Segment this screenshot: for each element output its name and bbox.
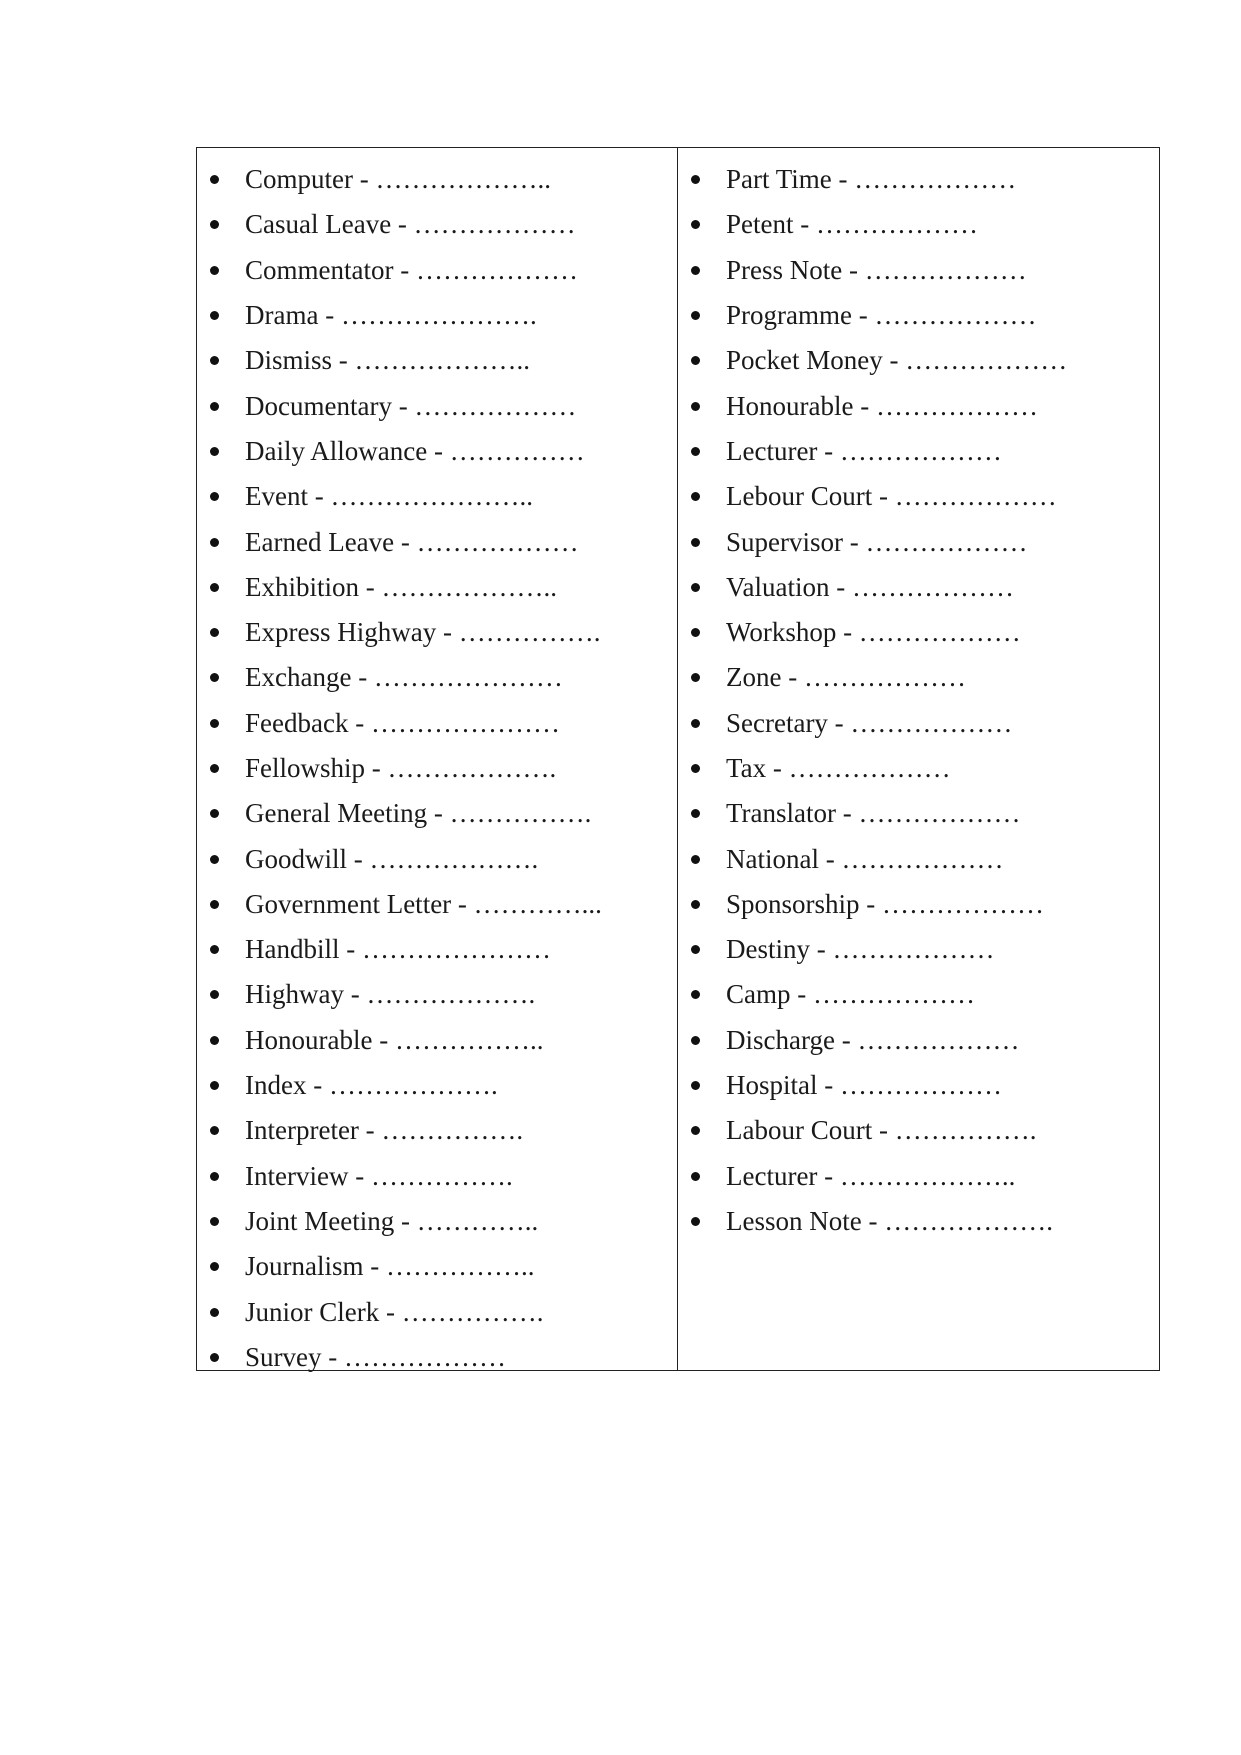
list-item <box>197 1108 677 1153</box>
list-item <box>678 1108 1159 1153</box>
entry-text: Joint Meeting - ………….. <box>245 1205 539 1236</box>
entry-text: National - ……………… <box>726 843 1004 874</box>
list-item <box>678 1154 1159 1199</box>
list-item <box>197 1154 677 1199</box>
bullet-icon <box>210 538 219 547</box>
list-item <box>197 972 677 1017</box>
bullet-icon <box>691 356 700 365</box>
entry-text: Labour Court - ……………. <box>726 1115 1037 1146</box>
entry-text: Survey - ……………… <box>245 1341 506 1372</box>
bullet-icon <box>691 900 700 909</box>
list-item <box>197 1018 677 1063</box>
list-item <box>197 836 677 881</box>
bullet-icon <box>210 1172 219 1181</box>
list-item <box>197 429 677 474</box>
bullet-icon <box>691 311 700 320</box>
list-item <box>197 338 677 383</box>
list-item <box>197 519 677 564</box>
entry-text: Lecturer - ……………….. <box>726 1160 1016 1191</box>
bullet-icon <box>691 266 700 275</box>
bullet-icon <box>691 1081 700 1090</box>
entry-text: Fellowship - ………………. <box>245 753 557 783</box>
list-item <box>678 746 1159 791</box>
bullet-icon <box>691 990 700 999</box>
entry-text: Lecturer - ……………… <box>726 435 1002 466</box>
bullet-icon <box>210 1353 219 1362</box>
bullet-icon <box>691 492 700 501</box>
list-item <box>197 1063 677 1108</box>
left-entry-list <box>197 157 677 1380</box>
entry-text: Tax - ……………… <box>726 753 951 783</box>
entry-text: Commentator - ……………… <box>245 254 578 285</box>
entry-text: Government Letter - …………... <box>245 888 602 919</box>
list-item <box>678 1063 1159 1108</box>
entry-text: Interpreter - ……………. <box>245 1115 524 1146</box>
list-item <box>678 836 1159 881</box>
bullet-icon <box>210 1217 219 1226</box>
entry-text: Zone - ……………… <box>726 662 966 693</box>
entry-text: Junior Clerk - ……………. <box>245 1296 544 1327</box>
bullet-icon <box>691 719 700 728</box>
bullet-icon <box>691 628 700 637</box>
bullet-icon <box>691 764 700 773</box>
bullet-icon <box>691 945 700 954</box>
left-column <box>197 148 678 1370</box>
entry-text: Workshop - ……………… <box>726 617 1021 648</box>
bullet-icon <box>691 402 700 411</box>
entry-text: Documentary - ……………… <box>245 390 577 421</box>
entry-text: Translator - ……………… <box>726 798 1021 829</box>
list-item <box>678 701 1159 746</box>
entry-text: Supervisor - ……………… <box>726 526 1028 557</box>
entry-text: Daily Allowance - …………… <box>245 435 585 466</box>
entry-text: Goodwill - ………………. <box>245 843 539 874</box>
list-item <box>197 157 677 202</box>
list-item <box>678 248 1159 293</box>
entry-text: Highway - ………………. <box>245 979 536 1010</box>
entry-text: Honourable - ……………… <box>726 390 1038 421</box>
entry-text: Camp - ……………… <box>726 979 975 1010</box>
entry-text: General Meeting - ……………. <box>245 798 592 829</box>
entry-text: Programme - ……………… <box>726 300 1037 331</box>
entry-text: Index - ………………. <box>245 1070 498 1101</box>
list-item <box>678 338 1159 383</box>
list-item <box>197 610 677 655</box>
bullet-icon <box>210 1262 219 1271</box>
entry-text: Destiny - ……………… <box>726 934 995 965</box>
list-item <box>678 293 1159 338</box>
list-item <box>197 1244 677 1289</box>
bullet-icon <box>691 538 700 547</box>
entry-text: Handbill - ………………… <box>245 934 551 965</box>
entry-text: Press Note - ……………… <box>726 254 1027 285</box>
list-item <box>197 746 677 791</box>
entry-text: Exhibition - ……………….. <box>245 571 557 602</box>
bullet-icon <box>210 220 219 229</box>
bullet-icon <box>691 855 700 864</box>
bullet-icon <box>210 809 219 818</box>
list-item <box>197 383 677 428</box>
entry-text: Feedback - ………………… <box>245 707 560 738</box>
bullet-icon <box>210 764 219 773</box>
bullet-icon <box>691 583 700 592</box>
list-item <box>678 610 1159 655</box>
list-item <box>678 157 1159 202</box>
bullet-icon <box>210 673 219 682</box>
entry-text: Lebour Court - ……………… <box>726 481 1057 512</box>
entry-text: Honourable - …………….. <box>245 1024 544 1055</box>
vocabulary-table <box>196 147 1160 1371</box>
bullet-icon <box>691 447 700 456</box>
bullet-icon <box>210 990 219 999</box>
entry-text: Interview - ……………. <box>245 1160 513 1191</box>
list-item <box>678 1199 1159 1244</box>
list-item <box>197 293 677 338</box>
bullet-icon <box>691 1172 700 1181</box>
entry-text: Part Time - ……………… <box>726 164 1017 195</box>
list-item <box>197 701 677 746</box>
bullet-icon <box>210 266 219 275</box>
list-item <box>197 791 677 836</box>
bullet-icon <box>210 583 219 592</box>
entry-text: Drama - …………………. <box>245 300 537 331</box>
entry-text: Lesson Note - ………………. <box>726 1205 1053 1236</box>
bullet-icon <box>210 447 219 456</box>
bullet-icon <box>691 175 700 184</box>
bullet-icon <box>210 945 219 954</box>
list-item <box>197 202 677 247</box>
list-item <box>678 927 1159 972</box>
bullet-icon <box>691 809 700 818</box>
list-item <box>197 655 677 700</box>
bullet-icon <box>691 220 700 229</box>
list-item <box>678 383 1159 428</box>
entry-text: Hospital - ……………… <box>726 1070 1002 1101</box>
bullet-icon <box>210 356 219 365</box>
list-item <box>678 519 1159 564</box>
entry-text: Pocket Money - ……………… <box>726 345 1068 376</box>
entry-text: Exchange - ………………… <box>245 662 563 693</box>
right-column <box>678 148 1159 1370</box>
list-item <box>678 565 1159 610</box>
entry-text: Sponsorship - ……………… <box>726 888 1045 919</box>
list-item <box>197 248 677 293</box>
list-item <box>197 1335 677 1380</box>
bullet-icon <box>210 1308 219 1317</box>
entry-text: Dismiss - ……………….. <box>245 345 531 376</box>
list-item <box>678 791 1159 836</box>
list-item <box>197 1289 677 1334</box>
entry-text: Journalism - …………….. <box>245 1251 535 1282</box>
bullet-icon <box>210 900 219 909</box>
bullet-icon <box>691 1036 700 1045</box>
list-item <box>197 882 677 927</box>
list-item <box>197 927 677 972</box>
bullet-icon <box>210 1126 219 1135</box>
bullet-icon <box>210 492 219 501</box>
list-item <box>197 474 677 519</box>
entry-text: Valuation - ……………… <box>726 571 1014 602</box>
entry-text: Computer - ……………….. <box>245 164 551 195</box>
bullet-icon <box>691 1126 700 1135</box>
bullet-icon <box>210 1081 219 1090</box>
entry-text: Petent - ……………… <box>726 209 978 240</box>
list-item <box>678 882 1159 927</box>
right-entry-list <box>678 157 1159 1244</box>
bullet-icon <box>210 719 219 728</box>
list-item <box>678 474 1159 519</box>
entry-text: Event - ………………….. <box>245 481 533 512</box>
bullet-icon <box>210 175 219 184</box>
entry-text: Discharge - ……………… <box>726 1024 1020 1055</box>
list-item <box>197 1199 677 1244</box>
list-item <box>678 429 1159 474</box>
bullet-icon <box>210 1036 219 1045</box>
list-item <box>197 565 677 610</box>
list-item <box>678 202 1159 247</box>
bullet-icon <box>210 402 219 411</box>
entry-text: Earned Leave - ……………… <box>245 526 579 557</box>
entry-text: Express Highway - ……………. <box>245 617 601 648</box>
bullet-icon <box>691 1217 700 1226</box>
entry-text: Casual Leave - ……………… <box>245 209 576 240</box>
bullet-icon <box>210 311 219 320</box>
list-item <box>678 972 1159 1017</box>
entry-text: Secretary - ……………… <box>726 707 1013 738</box>
bullet-icon <box>691 673 700 682</box>
bullet-icon <box>210 628 219 637</box>
list-item <box>678 1018 1159 1063</box>
bullet-icon <box>210 855 219 864</box>
list-item <box>678 655 1159 700</box>
